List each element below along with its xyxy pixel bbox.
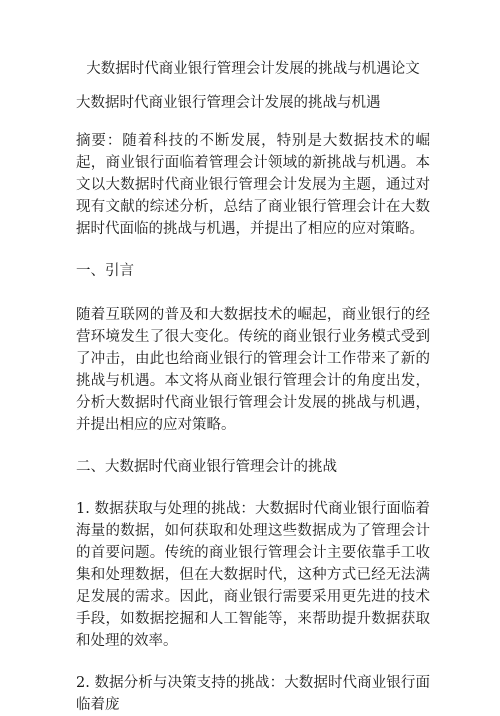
spacer xyxy=(76,240,430,260)
document-subtitle: 大数据时代商业银行管理会计发展的挑战与机遇 xyxy=(76,95,381,111)
challenge-point-2: 2. 数据分析与决策支持的挑战：大数据时代商业银行面临着庞 xyxy=(76,675,430,713)
challenge-point-1: 1. 数据获取与处理的挑战：大数据时代商业银行面临着海量的数据，如何获取和处理这些数据成为了管理会计的首要问题。传统的商业银行管理会计主要依靠手工收集和处理数据，但在大数据时代，这种方式已经无法满足发展的需求。因此，商业银行需要采用更先进的技术手段，如数据挖掘和人工智能等，来帮助提升数据获取和处理的效率。 xyxy=(76,501,430,649)
spacer xyxy=(76,436,430,456)
introduction-paragraph: 随着互联网的普及和大数据技术的崛起，商业银行的经营环境发生了很大变化。传统的商业银行业务模式受到了冲击，由此也给商业银行的管理会计工作带来了新的挑战与机遇。本文将从商业银行管理会计的角度出发，分析大数据时代商业银行管理会计发展的挑战与机遇，并提出相应的应对策略。 xyxy=(76,307,430,433)
spacer xyxy=(76,652,430,672)
spacer xyxy=(76,282,430,304)
document-title: 大数据时代商业银行管理会计发展的挑战与机遇论文 xyxy=(86,61,420,77)
spacer xyxy=(76,478,430,498)
section-heading-challenges: 二、大数据时代商业银行管理会计的挑战 xyxy=(76,459,337,475)
abstract-paragraph: 摘要：随着科技的不断发展，特别是大数据技术的崛起，商业银行面临着管理会计领域的新挑战与机遇。本文以大数据时代商业银行管理会计发展为主题，通过对现有文献的综述分析，总结了商业银行管理会计在大数据时代面临的挑战与机遇，并提出了相应的应对策略。 xyxy=(76,133,430,237)
section-heading-introduction: 一、引言 xyxy=(76,263,134,279)
